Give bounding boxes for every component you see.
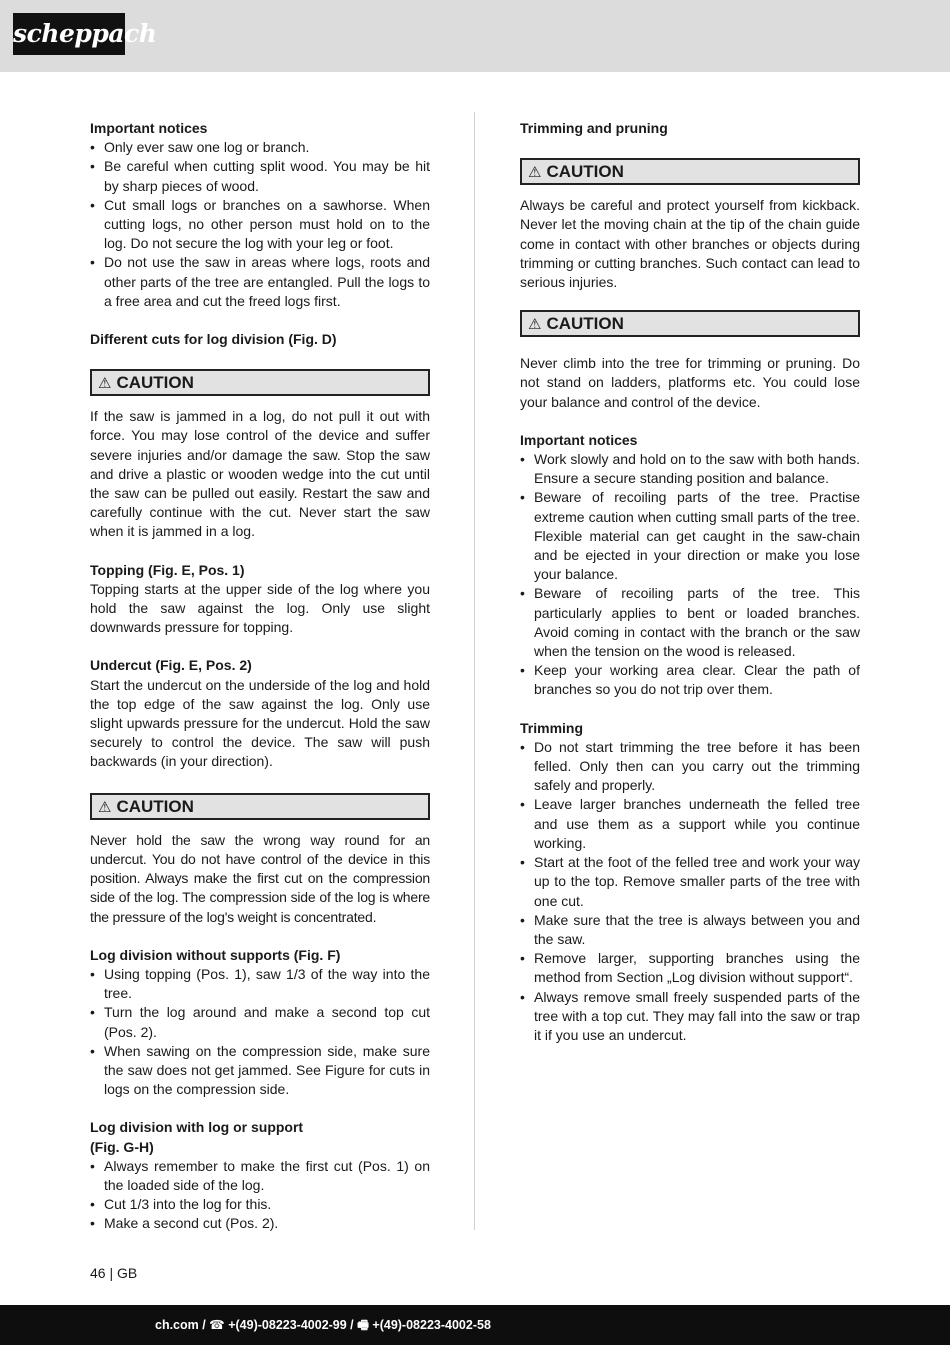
list-item: • Make a second cut (Pos. 2). xyxy=(90,1214,430,1233)
caution-text: Always be careful and protect yourself from kickback. Never let the moving chain at the tip of the chain guide come in contact with other branches or objects during trimming or cutting branches. Such contact can lead to serious injuries. xyxy=(520,197,860,291)
section-title: Undercut (Fig. E, Pos. 2) xyxy=(90,657,252,674)
list-item: • Only ever saw one log or branch. xyxy=(90,138,430,157)
list-item: • Make sure that the tree is always between you and the saw. xyxy=(520,911,860,949)
section-title: (Fig. G-H) xyxy=(90,1138,154,1155)
caution-box xyxy=(90,793,430,820)
left-column xyxy=(90,119,430,1234)
section-title: Important notices xyxy=(520,431,638,448)
page-footer xyxy=(0,1305,950,1345)
list-item: • Leave larger branches underneath the felled tree and use them as a support while you continue working. xyxy=(520,795,860,853)
caution-text: Never hold the saw the wrong way round for an undercut. You do not have control of the device in this position. Always make the first cut on the compression side of the log. The compression side of the log is where the pressure of the log's weight is concentrated. xyxy=(90,831,430,925)
paragraph: Start the undercut on the underside of the log and hold the top edge of the saw against the log. Only use slight upwards pressure for the undercut. Hold the saw securely to control the device. The saw will push backwards (in your direction). xyxy=(90,676,430,770)
list-item: • Using topping (Pos. 1), saw 1/3 of the way into the tree. xyxy=(90,965,430,1003)
footer-contact: ch.com / ☎ +(49)-08223-4002-99 / 🖷 +(49)-08223-4002-58 xyxy=(155,1318,491,1332)
list-item: • Do not start trimming the tree before it has been felled. Only then can you carry out the trimming safely and properly. xyxy=(520,738,860,796)
caution-box xyxy=(520,158,860,185)
list-item: • Beware of recoiling parts of the tree. This particularly applies to bent or loaded branches. Avoid coming in contact with the branch or the saw when the tension on the wood is released. xyxy=(520,584,860,661)
section-title: Topping (Fig. E, Pos. 1) xyxy=(90,561,245,578)
list-item: • Always remove small freely suspended parts of the tree with a top cut. They may fall into the saw or trap it if you use an undercut. xyxy=(520,988,860,1046)
list-item: • Cut 1/3 into the log for this. xyxy=(90,1195,430,1214)
bullet-list xyxy=(90,965,430,1099)
page-header xyxy=(0,0,950,72)
section-title: Log division with log or support xyxy=(90,1119,304,1136)
bullet-list xyxy=(90,1157,430,1234)
warning-triangle-icon: ⚠ xyxy=(98,375,112,393)
caution-label: CAUTION xyxy=(116,796,194,816)
list-item: • Keep your working area clear. Clear the path of branches so you do not trip over them. xyxy=(520,661,860,699)
list-item: • Start at the foot of the felled tree and work your way up to the top. Remove smaller parts of the tree with one cut. xyxy=(520,853,860,911)
list-item: • Cut small logs or branches on a sawhorse. When cutting logs, no other person must hold on to the log. Do not secure the log with your leg or foot. xyxy=(90,196,430,254)
bullet-list xyxy=(520,450,860,700)
list-item: • Turn the log around and make a second top cut (Pos. 2). xyxy=(90,1003,430,1041)
paragraph: Topping starts at the upper side of the log where you hold the saw against the log. Only use slight downwards pressure for topping. xyxy=(90,580,430,636)
list-item: • Remove larger, supporting branches using the method from Section „Log division without support“. xyxy=(520,949,860,987)
section-title: Trimming xyxy=(520,719,584,736)
caution-label: CAUTION xyxy=(546,314,624,334)
warning-triangle-icon: ⚠ xyxy=(528,164,542,182)
scheppach-logo: scheppach xyxy=(13,13,125,55)
caution-label: CAUTION xyxy=(116,373,194,393)
caution-text: Never climb into the tree for trimming or pruning. Do not stand on ladders, platforms etc. You could lose your balance and control of the device. xyxy=(520,355,860,410)
section-title: Important notices xyxy=(90,120,208,136)
warning-triangle-icon: ⚠ xyxy=(98,798,112,816)
bullet-list xyxy=(90,138,430,311)
list-item: • When sawing on the compression side, make sure the saw does not get jammed. See Figure for cuts in logs on the compression side. xyxy=(90,1042,430,1100)
caution-label: CAUTION xyxy=(546,162,624,182)
column-divider xyxy=(474,112,475,1230)
caution-box xyxy=(90,369,430,396)
section-title: Different cuts for log division (Fig. D) xyxy=(90,331,337,348)
bullet-list xyxy=(520,738,860,1045)
list-item: • Be careful when cutting split wood. You may be hit by sharp pieces of wood. xyxy=(90,157,430,195)
list-item: • Beware of recoiling parts of the tree. Practise extreme caution when cutting small parts of the tree. Flexible material can get caught in the saw-chain and be ejected in your direction or make you lose your balance. xyxy=(520,488,860,584)
list-item: • Do not use the saw in areas where logs, roots and other parts of the tree are entangled. Pull the logs to a free area and cut the freed logs first. xyxy=(90,253,430,311)
list-item: • Always remember to make the first cut (Pos. 1) on the loaded side of the log. xyxy=(90,1157,430,1195)
list-item: • Work slowly and hold on to the saw with both hands. Ensure a secure standing position and balance. xyxy=(520,450,860,488)
page-number: 46 | GB xyxy=(90,1265,138,1281)
section-title: Trimming and pruning xyxy=(520,120,668,136)
warning-triangle-icon: ⚠ xyxy=(528,316,542,334)
right-column xyxy=(520,119,860,1045)
caution-text: If the saw is jammed in a log, do not pull it out with force. You may lose control of the device and suffer severe injuries and/or damage the saw. Stop the saw and drive a plastic or wooden wedge into the cut until the saw can be pulled out easily. Restart the saw and carefully continue with the cut. Never start the saw when it is jammed in a log. xyxy=(90,408,430,540)
section-title: Log division without supports (Fig. F) xyxy=(90,946,341,963)
caution-box xyxy=(520,310,860,337)
